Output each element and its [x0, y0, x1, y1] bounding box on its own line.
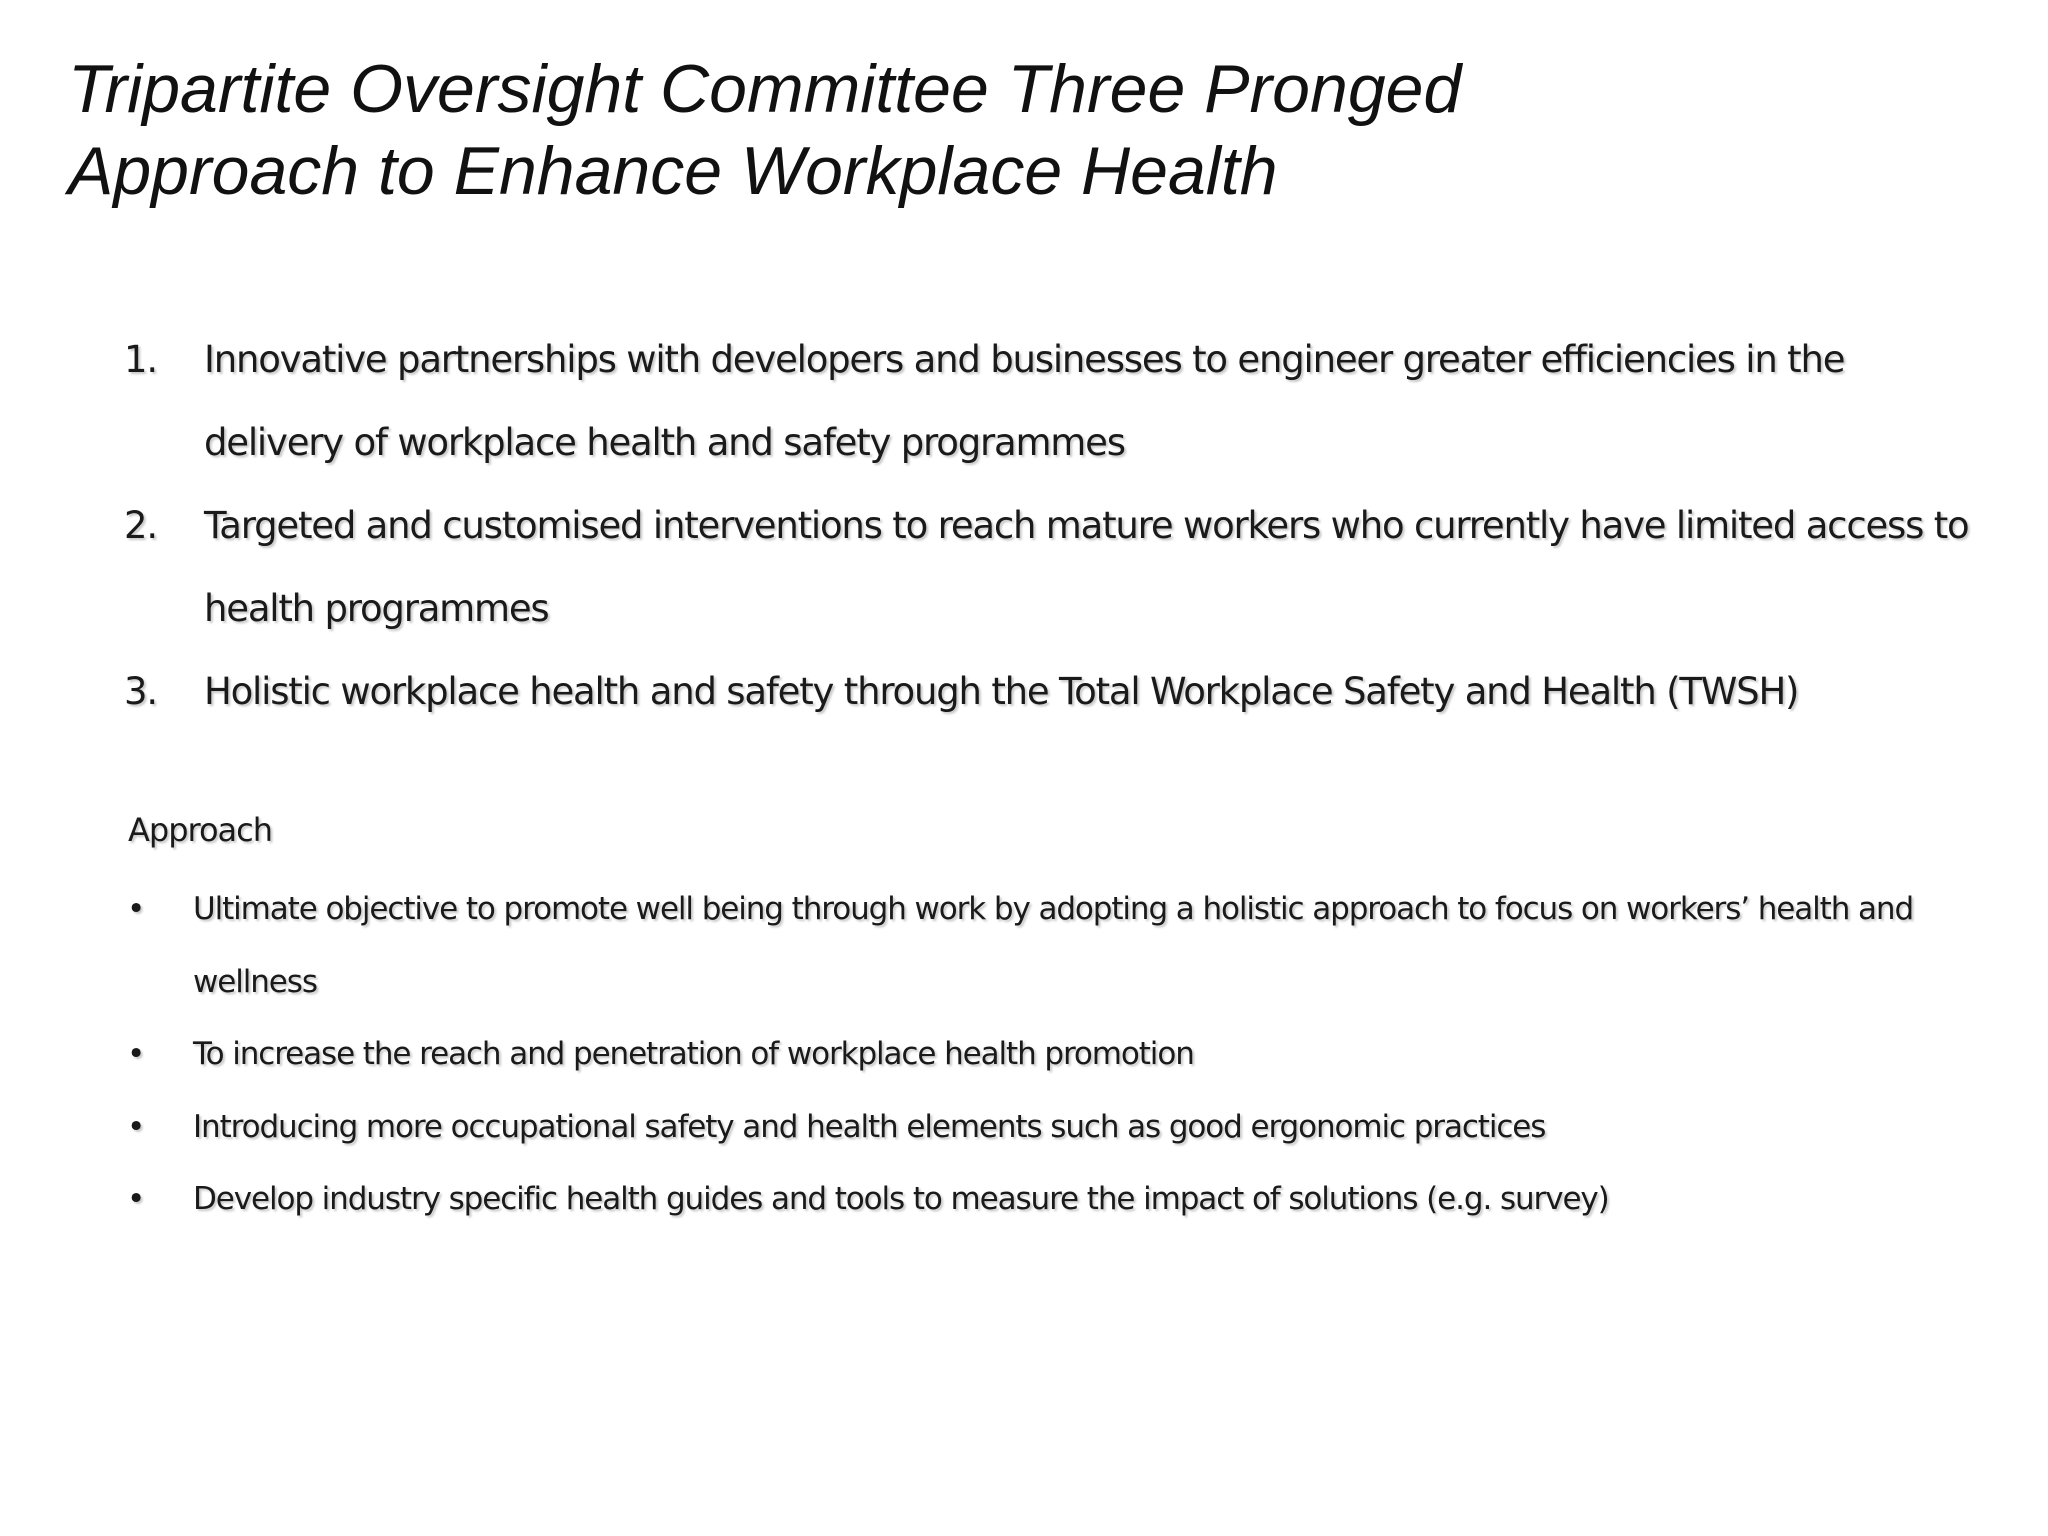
approach-item-text: Introducing more occupational safety and health elements such as good ergonomic practices — [193, 1108, 1546, 1145]
approach-item-text: Develop industry specific health guides and tools to measure the impact of solutions (e.g. survey) — [193, 1181, 1609, 1217]
approach-item-1 — [124, 873, 1984, 1018]
slide-title-line-1: Tripartite Oversight Committee Three Pronged — [68, 51, 1462, 127]
prong-item-3 — [124, 650, 1984, 733]
prong-number: 3. — [124, 670, 157, 713]
prong-item-2 — [124, 484, 1984, 650]
approach-item-3 — [124, 1091, 1984, 1164]
bullet-icon: • — [127, 1181, 145, 1217]
prong-list — [124, 318, 1984, 733]
slide-title — [68, 48, 1968, 212]
prong-text: Targeted and customised interventions to reach mature workers who currently have limited access to health programmes — [204, 504, 1969, 630]
prong-item-1 — [124, 318, 1984, 484]
approach-item-4 — [124, 1163, 1984, 1236]
bullet-icon: • — [127, 891, 145, 927]
prong-text: Innovative partnerships with developers and businesses to engineer greater efficiencies in the delivery of workplace health and safety programmes — [204, 338, 1845, 464]
approach-list — [124, 873, 1984, 1236]
bullet-icon: • — [127, 1036, 145, 1072]
prong-text: Holistic workplace health and safety through the Total Workplace Safety and Health (TWSH) — [204, 670, 1799, 713]
prong-number: 1. — [124, 338, 157, 381]
approach-item-2 — [124, 1018, 1984, 1091]
approach-item-text: Ultimate objective to promote well being through work by adopting a holistic approach to focus on workers’ health and wellness — [193, 891, 1914, 1000]
prong-number: 2. — [124, 504, 157, 547]
approach-item-text: To increase the reach and penetration of workplace health promotion — [193, 1036, 1194, 1072]
bullet-icon: • — [127, 1108, 145, 1145]
approach-heading: Approach — [128, 811, 273, 849]
slide-title-line-2: Approach to Enhance Workplace Health — [68, 133, 1278, 209]
